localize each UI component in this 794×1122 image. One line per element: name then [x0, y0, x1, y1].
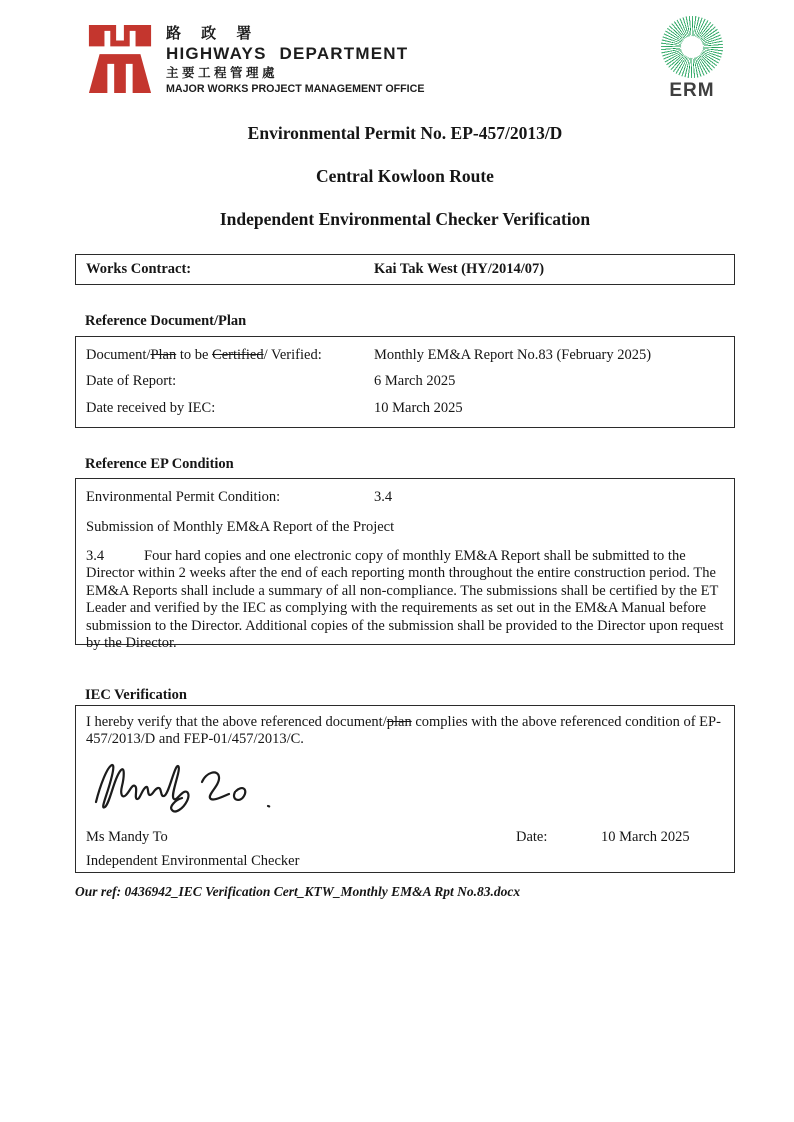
ep-condition-clause [86, 548, 724, 652]
document-verified-value: Monthly EM&A Report No.83 (February 2025) [374, 346, 652, 363]
label-post: / Verified: [263, 346, 322, 363]
dept-name-chinese: 路 政 署 [166, 25, 260, 42]
project-title: Central Kowloon Route [316, 166, 494, 186]
date-of-report-label: Date of Report: [86, 373, 177, 390]
office-name-english: MAJOR WORKS PROJECT MANAGEMENT OFFICE [166, 83, 425, 95]
signer-title: Independent Environmental Checker [86, 853, 300, 869]
office-name-chinese: 主要工程管理處 [166, 66, 279, 80]
works-contract-box [75, 254, 735, 285]
document-verified-row [86, 347, 724, 364]
dept-name-english: HIGHWAYS DEPARTMENT [166, 44, 409, 63]
date-label: Date: [516, 829, 548, 845]
highways-department-header [88, 25, 432, 96]
label-pre: Document/ [86, 346, 151, 363]
our-ref-line: Our ref: 0436942_IEC Verification Cert_KTW_Monthly EM&A Rpt No.83.docx [75, 884, 521, 899]
permit-condition-label: Environmental Permit Condition: [86, 489, 281, 505]
ep-condition-heading: Reference EP Condition [85, 456, 234, 472]
date-received-row [86, 400, 724, 417]
permit-condition-row [86, 489, 724, 506]
signer-name: Ms Mandy To [86, 829, 168, 845]
clause-number: 3.4 [86, 548, 105, 564]
verification-statement [86, 714, 724, 749]
reference-document-heading: Reference Document/Plan [85, 313, 247, 329]
document-verified-label [86, 347, 374, 364]
permit-condition-value: 3.4 [374, 489, 393, 505]
signature [90, 756, 340, 818]
permit-number-title: Environmental Permit No. EP-457/2013/D [247, 123, 563, 143]
date-received-value: 10 March 2025 [374, 400, 463, 417]
date-of-report-value: 6 March 2025 [374, 373, 456, 390]
works-contract-value: Kai Tak West (HY/2014/07) [374, 261, 545, 277]
iec-verification-box [75, 705, 735, 873]
iec-verification-heading: IEC Verification [85, 687, 187, 703]
date-of-report-row [86, 373, 724, 390]
statement-post: complies with the above referenced condition of EP-457/2013/D and FEP-01/457/2013/C. [86, 714, 721, 748]
date-received-label: Date received by IEC: [86, 400, 216, 417]
highways-department-text [166, 25, 432, 96]
ep-condition-box [75, 478, 735, 652]
erm-logo-label: ERM [669, 80, 715, 101]
statement-struck-plan: plan [386, 714, 412, 730]
erm-logo-block [650, 16, 734, 102]
document-type-title: Independent Environmental Checker Verification [219, 209, 591, 229]
works-contract-label: Works Contract: [86, 261, 192, 277]
reference-document-box [75, 336, 735, 428]
clause-text: Four hard copies and one electronic copy of monthly EM&A Report shall be submitted to the Director within 2 weeks after the end of each reporting month throughout the entire construction period. The EM&A Reports shall include a summary of all non-compliance. The submissions shall be certified by the ET Leader and verified by the IEC as complying with the requirements as set out in the EM&A Manual before submission to the Director. Additional copies of the submission shall be provided to the Director upon request by the Director. [86, 548, 724, 652]
highways-department-logo-icon [88, 25, 152, 93]
ep-condition-subject: Submission of Monthly EM&A Report of the Project [86, 519, 395, 535]
date-value: 10 March 2025 [601, 829, 690, 845]
label-mid: to be [176, 346, 213, 363]
label-struck-plan: Plan [150, 346, 177, 363]
label-struck-certified: Certified [212, 346, 264, 363]
erm-sunburst-icon [661, 16, 723, 78]
statement-pre: I hereby verify that the above referenced document/ [86, 714, 387, 730]
